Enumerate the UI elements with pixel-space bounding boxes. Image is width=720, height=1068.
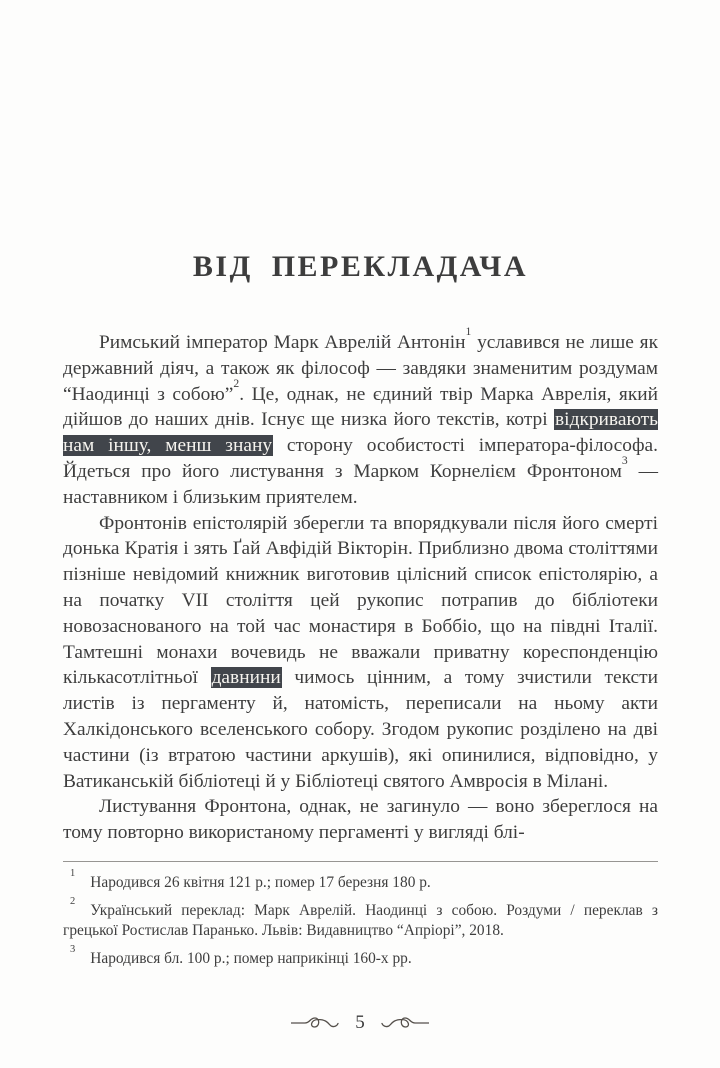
text-run: Листування Фронтона, однак, не загинуло — воно збереглося на тому повторно використаному пергаменті у вигляді блі- — [63, 796, 658, 844]
footnote-ref: 1 — [465, 325, 472, 339]
footnote — [63, 943, 658, 970]
flourish-left-icon — [291, 1016, 339, 1030]
highlighted-text: відкривають нам іншу, менш знану — [63, 409, 658, 457]
paragraph — [63, 511, 658, 795]
page-footer — [0, 1012, 720, 1034]
paragraph — [63, 794, 658, 846]
footnotes — [63, 868, 658, 969]
footnote-text: Український переклад: Марк Аврелій. Наодинці з собою. Роздуми / переклав з грецької Ростислав Паранько. Львів: Видавництво “Апріорі”, 2018. — [63, 901, 658, 940]
text-run: сторону особистості імператора-філософа. Йдеться про його листування з Марком Корнелієм Фронтоном — [63, 435, 658, 482]
footnote-ref: 2 — [233, 376, 240, 390]
page-title: ВІД ПЕРЕКЛАДАЧА — [192, 250, 529, 283]
text-run: Фронтонів епістолярій зберегли та впорядкували після його смерті донька Кратія і зять Ґай Авфідій Вікторін. Приблизно двома століттями пізніше невідомий книжник виготовив цілісний список епістолярію, а на початку VII століття цей рукопис потрапив до бібліотеки новозаснованого на той час монастиря в Боббіо, що на півдні Італії. Тамтешні монахи вочевидь не вважали приватну кореспонденцію кількасотлітньої — [63, 512, 658, 689]
footnote-separator — [63, 861, 658, 862]
footnote-ref: 3 — [621, 454, 628, 468]
footnote-marker: 3 — [70, 943, 76, 955]
page-number: 5 — [355, 1012, 365, 1033]
footnote-marker: 2 — [70, 895, 76, 907]
text-run: чимось цінним, а тому зчистили тексти листів із пергаменту й, натомість, переписали на ньому акти Халкідонського вселенського собору. Згодом рукопис розділено на дві частини (із втратою частини аркушів), які опинилися, відповідно, у Ватиканській бібліотеці й у Бібліотеці святого Амвросія в Мілані. — [63, 667, 658, 792]
paragraph — [63, 325, 658, 511]
highlighted-text: давнини — [211, 667, 281, 689]
footnote — [63, 868, 658, 894]
footnote-marker: 1 — [70, 868, 76, 880]
body-text — [63, 325, 658, 846]
text-run: Римський імператор Марк Аврелій Антонін — [99, 332, 466, 353]
footnote-text: Народився бл. 100 р.; помер наприкінці 160-х рр. — [90, 949, 412, 967]
text-run: уславився не лише як державний діяч, а також як філософ — завдяки знаменитим роздумам “Наодинці з собою” — [63, 332, 658, 405]
text-run: . Це, однак, не єдиний твір Марка Аврелія, який дійшов до наших днів. Існує ще низка його текстів, котрі — [63, 383, 658, 431]
flourish-right-icon — [381, 1016, 429, 1030]
text-run: — наставником і близьким приятелем. — [63, 460, 658, 508]
footnote-text: Народився 26 квітня 121 р.; помер 17 березня 180 р. — [90, 873, 431, 891]
footnote — [63, 895, 658, 942]
